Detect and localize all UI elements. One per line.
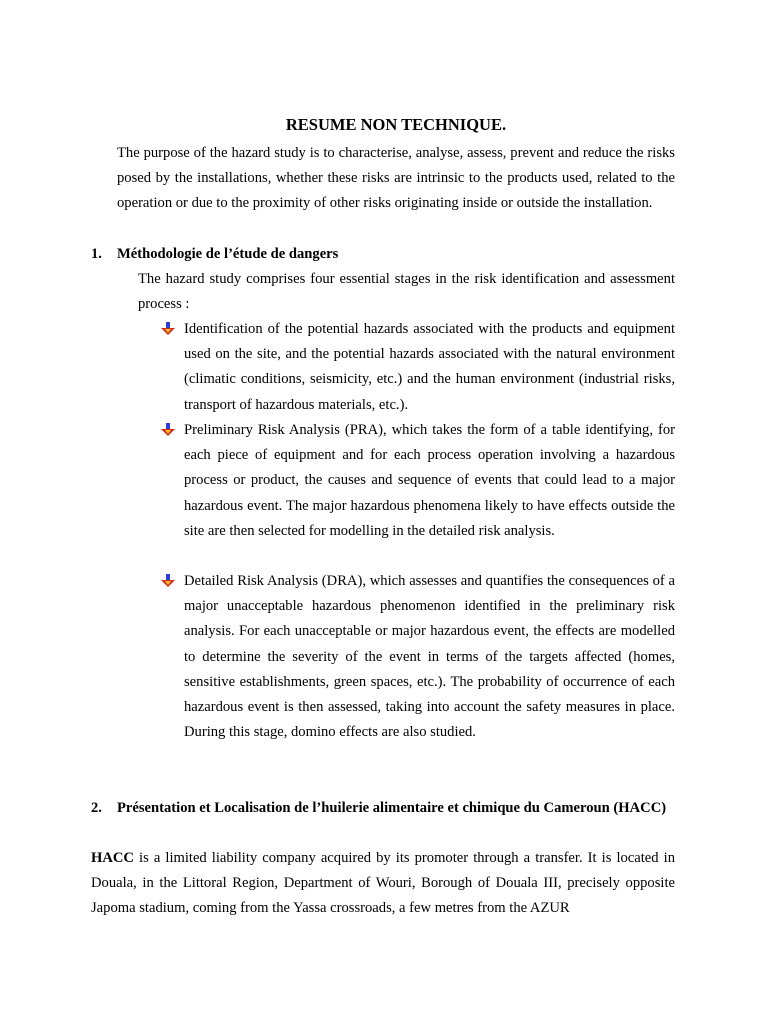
hacc-paragraph-text: is a limited liability company acquired by its promoter through a transfer. It is located in Douala, in the Littoral Region, Department of Wouri, Borough of Douala III, precisely opposite Japoma stadium, coming from the Yassa crossroads, a few metres from the AZUR	[91, 850, 675, 917]
bullet-text: Detailed Risk Analysis (DRA), which assesses and quantifies the consequences of a major unacceptable hazardous phenomenon identified in the preliminary risk analysis. For each unacceptable or major hazardous event, the effects are modelled to determine the severity of the event in terms of the targets affected (homes, sensitive establishments, green spaces, etc.). The probability of occurrence of each hazardous event is then assessed, taking into account the safety measures in place. During this stage, domino effects are also studied.	[184, 573, 675, 741]
arrow-down-icon	[160, 322, 176, 336]
arrow-down-icon	[160, 423, 176, 437]
section-1-intro: The hazard study comprises four essential stages in the risk identification and assessment process :	[138, 271, 675, 313]
section-2-heading: Présentation et Localisation de l’huilerie alimentaire et chimique du Cameroun (HACC)	[117, 800, 667, 816]
section-2-number: 2.	[91, 800, 102, 816]
section-1-number: 1.	[91, 246, 102, 262]
arrow-down-icon	[160, 574, 176, 588]
document-title: RESUME NON TECHNIQUE.	[285, 115, 507, 134]
company-name: HACC	[91, 850, 134, 866]
bullet-text: Identification of the potential hazards associated with the products and equipment used on the site, and the potential hazards associated with the natural environment (climatic conditions, seismicity, etc.) and the human environment (industrial risks, transport of hazardous materials, etc.).	[184, 321, 675, 413]
bullet-text: Preliminary Risk Analysis (PRA), which takes the form of a table identifying, for each piece of equipment and for each process operation involving a hazardous process or product, the causes and sequence of events that could lead to a major hazardous event. The major hazardous phenomena likely to have effects outside the site are then selected for modelling in the detailed risk analysis.	[184, 422, 675, 539]
intro-paragraph: The purpose of the hazard study is to characterise, analyse, assess, prevent and reduce the risks posed by the installations, whether these risks are intrinsic to the products used, related to the operation or due to the proximity of other risks originating inside or outside the installation.	[117, 145, 675, 212]
hacc-paragraph	[91, 846, 675, 922]
section-1-heading: Méthodologie de l’étude de dangers	[117, 246, 339, 262]
